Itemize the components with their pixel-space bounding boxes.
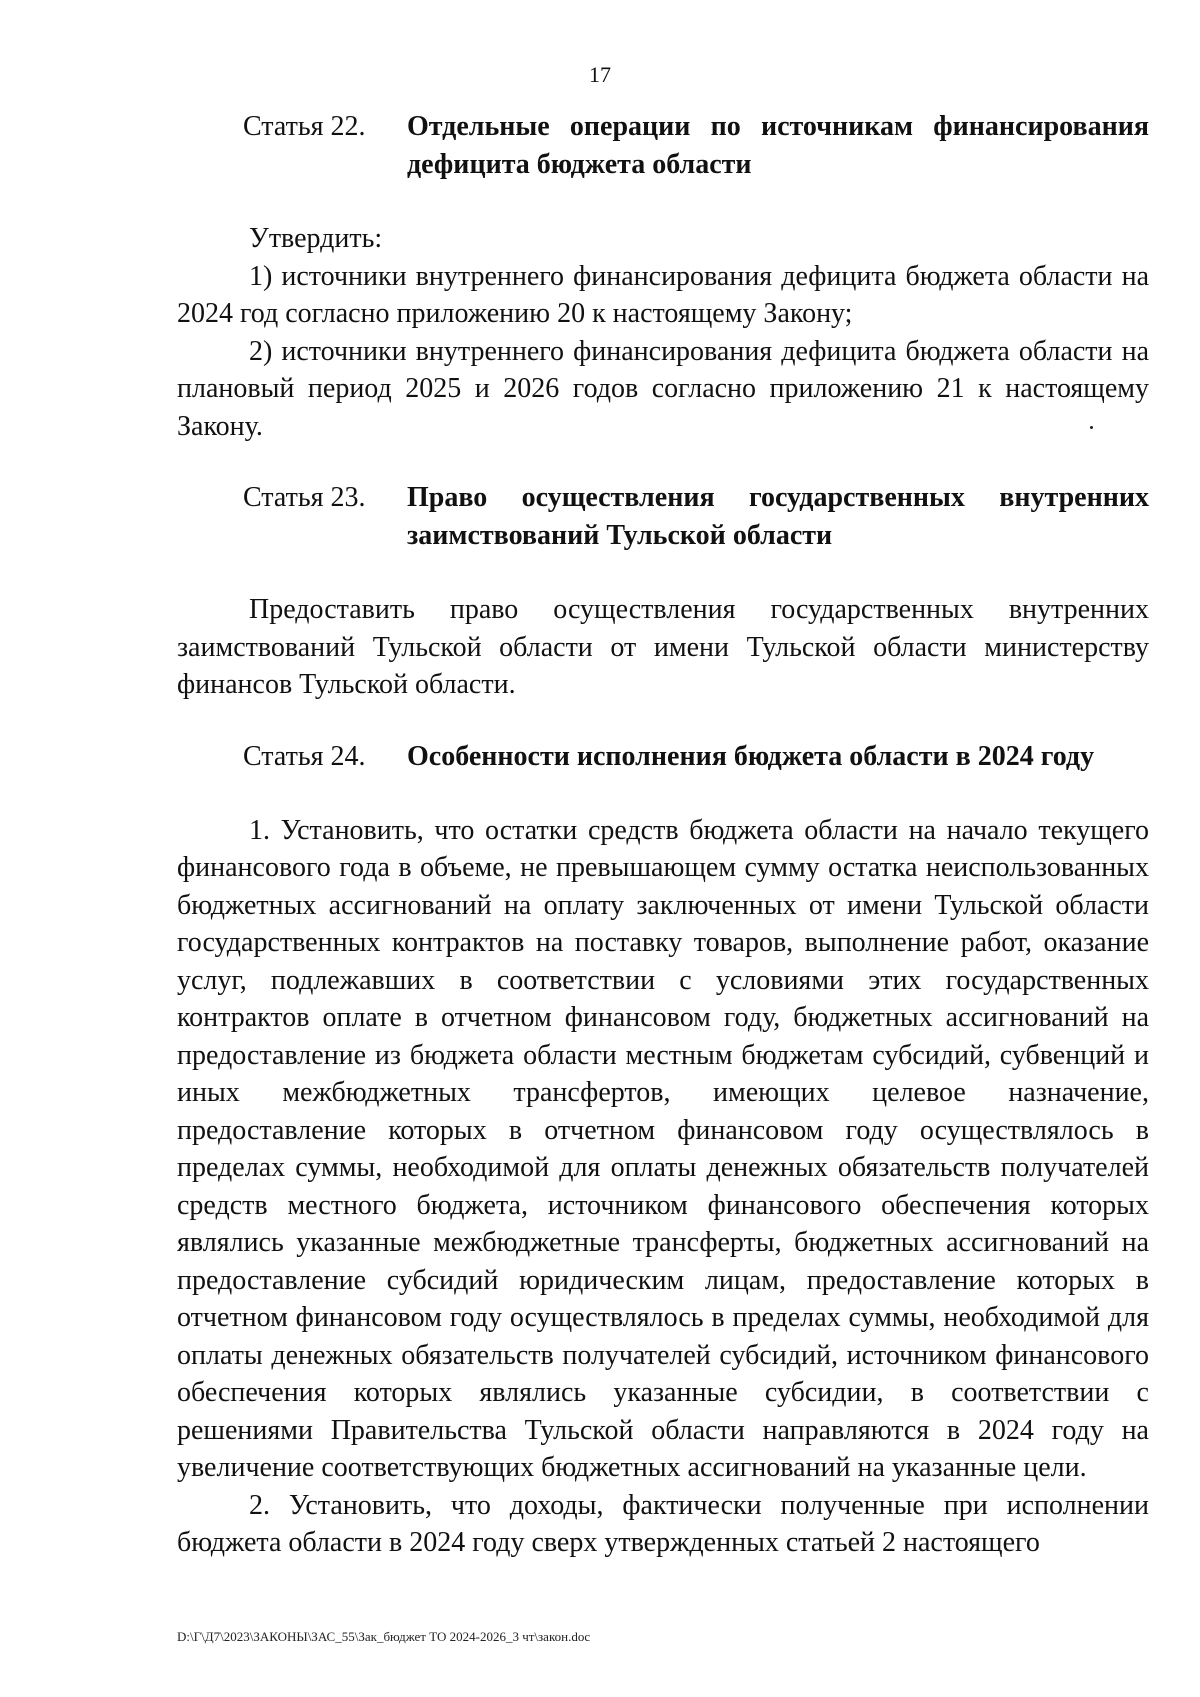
article-title: Особенности исполнения бюджета области в 2024 году (407, 740, 1095, 772)
article-title: Отдельные операции по источникам финансирования дефицита бюджета области (407, 111, 1149, 180)
page-number: 17 (589, 62, 611, 87)
paragraph: 1. Установить, что остатки средств бюджета области на начало текущего финансового года в объеме, не превышающем сумму остатка неиспользованных бюджетных ассигнований на оплату заключенных от имени Тульской области государственных контрактов на поставку товаров, выполнение работ, оказание услуг, подлежавших в соответствии с условиями этих государственных контрактов оплате в отчетном финансовом году, бюджетных ассигнований на предоставление из бюджета области местным бюджетам субсидий, субвенций и иных межбюджетных трансфертов, имеющих целевое назначение, предоставление которых в отчетном финансовом году осуществлялось в пределах суммы, необходимой для оплаты денежных обязательств получателей средств местного бюджета, источником финансового обеспечения которых являлись указанные межбюджетные трансферты, бюджетных ассигнований на предоставление субсидий юридическим лицам, предоставление которых в отчетном финансовом году осуществлялось в пределах суммы, необходимой для оплаты денежных обязательств получателей субсидий, источником финансового обеспечения которых являлись указанные субсидии, в соответствии с решениями Правительства Тульской области направляются в 2024 году на увеличение соответствующих бюджетных ассигнований на указанные цели. (177, 814, 1149, 1483)
article-heading (177, 738, 1149, 776)
article-heading (177, 479, 1149, 555)
article-heading (177, 108, 1149, 184)
paragraph: Утвердить: (249, 223, 383, 254)
paragraph: 1) источники внутреннего финансирования дефицита бюджета области на 2024 год согласно приложению 20 к настоящему Закону; (177, 260, 1149, 329)
article-number: Статья 23. (243, 482, 366, 513)
paragraph: Предоставить право осуществления государственных внутренних заимствований Тульской области от имени Тульской области министерству финансов Тульской области. (177, 594, 1149, 700)
article-number: Статья 22. (243, 111, 366, 142)
paragraph: 2) источники внутреннего финансирования дефицита бюджета области на плановый период 2025 и 2026 годов согласно приложению 21 к настоящему Закону. (177, 335, 1149, 442)
article-22 (177, 108, 1149, 445)
article-title: Право осуществления государственных внутренних заимствований Тульской области (407, 482, 1149, 551)
article-23 (177, 479, 1149, 704)
article-number: Статья 24. (243, 740, 366, 772)
scan-speck (1090, 426, 1093, 429)
paragraph: 2. Установить, что доходы, фактически полученные при исполнении бюджета области в 2024 году сверх утвержденных статьей 2 настоящего (177, 1489, 1149, 1558)
article-24 (177, 738, 1149, 1562)
footer-file-path: D:\Г\Д7\2023\ЗАКОНЫ\ЗАС_55\Зак_бюджет ТО 2024-2026_3 чт\закон.doc (177, 1629, 591, 1644)
document-body (177, 108, 1149, 1562)
